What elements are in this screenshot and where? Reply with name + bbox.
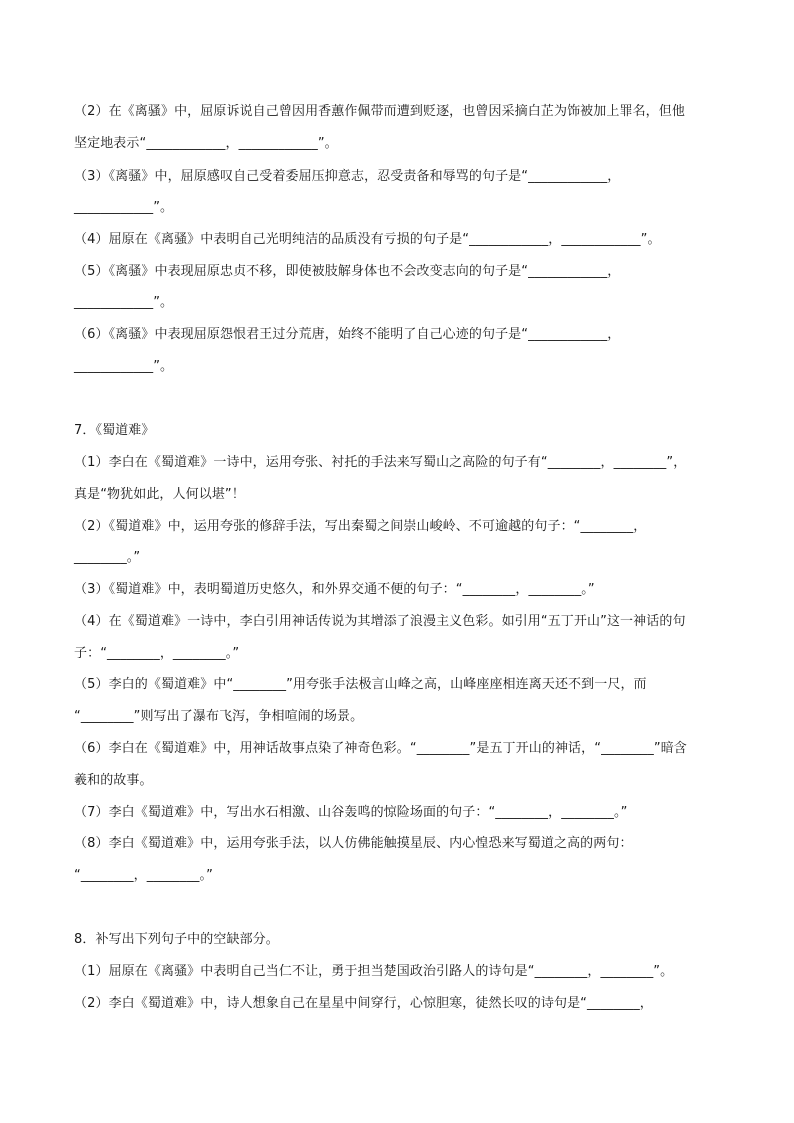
question-line: （1）屈原在《离骚》中表明自己当仁不让，勇于担当楚国政治引路人的诗句是“________，________”。 (74, 964, 674, 979)
question-line: 羲和的故事。 (74, 773, 153, 788)
question-line: （5）李白的《蜀道难》中“________”用夸张手法极言山峰之高，山峰座座相连离天还不到一尺，而 (74, 677, 647, 692)
question-line: “________，________。” (74, 868, 213, 883)
question-line: ____________”。 (74, 200, 174, 215)
question-line: 坚定地表示“____________，____________”。 (74, 136, 338, 151)
question-line: （2）李白《蜀道难》中，诗人想象自己在星星中间穿行，心惊胆寒，徒然长叹的诗句是“________， (74, 996, 653, 1011)
question-line: ________。” (74, 550, 141, 565)
section-heading: 8．补写出下列句子中的空缺部分。 (74, 932, 279, 947)
question-line: （5）《离骚》中表现屈原忠贞不移，即使被肢解身体也不会改变志向的句子是“____________， (74, 264, 621, 279)
question-line: （6）《离骚》中表现屈原怨恨君王过分荒唐，始终不能明了自己心迹的句子是“____________， (74, 327, 621, 342)
question-line: （2）在《离骚》中，屈原诉说自己曾因用香蕙作佩带而遭到贬逐，也曾因采摘白芷为饰被加上罪名，但他 (74, 104, 685, 119)
question-line: 真是“物犹如此，人何以堪”！ (74, 487, 245, 502)
question-line: 子：“________，________。” (74, 646, 240, 661)
question-line: （3）《离骚》中，屈原感叹自己受着委屈压抑意志，忍受责备和辱骂的句子是“____________， (74, 169, 621, 184)
question-line: （6）李白在《蜀道难》中，用神话故事点染了神奇色彩。“________”是五丁开山的神话，“________”暗含 (74, 741, 687, 756)
section-heading: 7．《蜀道难》 (74, 423, 155, 438)
question-line: （4）屈原在《离骚》中表明自己光明纯洁的品质没有亏损的句子是“____________，____________”。 (74, 232, 661, 247)
question-line: （3）《蜀道难》中，表明蜀道历史悠久，和外界交通不便的句子：“________，________。” (74, 582, 595, 597)
question-line: ____________”。 (74, 295, 174, 310)
question-line: ____________”。 (74, 359, 174, 374)
question-line: （2）《蜀道难》中，运用夸张的修辞手法，写出秦蜀之间崇山峻岭、不可逾越的句子：“________， (74, 519, 647, 534)
question-line: （7）李白《蜀道难》中，写出水石相激、山谷轰鸣的惊险场面的句子：“________，________。” (74, 805, 628, 820)
question-line: （4）在《蜀道难》一诗中，李白引用神话传说为其增添了浪漫主义色彩。如引用“五丁开山”这一神话的句 (74, 614, 686, 629)
question-line: （8）李白《蜀道难》中，运用夸张手法，以人仿佛能触摸星辰、内心惶恐来写蜀道之高的两句： (74, 836, 633, 851)
question-line: （1）李白在《蜀道难》一诗中，运用夸张、衬托的手法来写蜀山之高险的句子有“________，________”， (74, 455, 687, 470)
question-line: “________”则写出了瀑布飞泻，争相喧闹的场景。 (74, 709, 364, 724)
